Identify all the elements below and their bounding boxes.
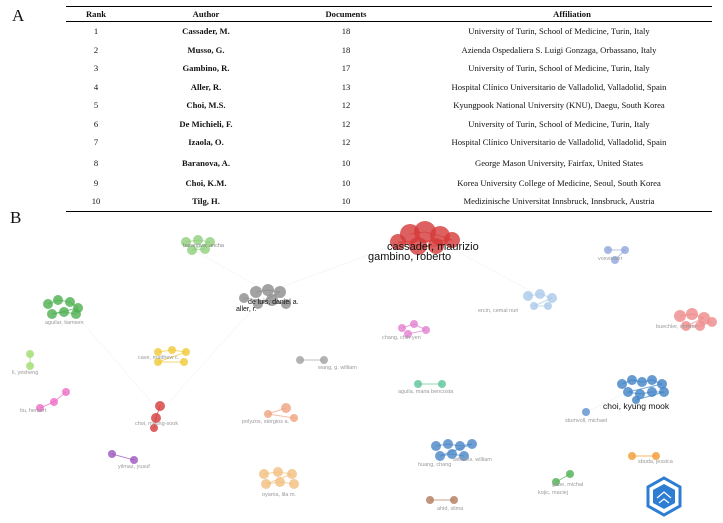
node-label: cave, matthew c. (138, 355, 180, 361)
author-node[interactable] (422, 326, 430, 334)
node-label: aguila, maria bencosta (398, 389, 454, 395)
cell-documents: 12 (341, 118, 351, 129)
author-node[interactable] (62, 388, 70, 396)
network-link (186, 246, 268, 292)
cluster-chang (382, 320, 430, 341)
cell-rank: 6 (93, 118, 99, 129)
cell-documents: 18 (341, 44, 351, 55)
vosviewer-logo-icon (648, 478, 680, 515)
cluster-huang (418, 439, 492, 468)
author-node[interactable] (130, 456, 138, 464)
cluster-baranova (181, 235, 225, 255)
table-row (66, 152, 712, 174)
node-label: williams, william (453, 457, 492, 463)
cell-affiliation: Medizinische Universitat Innsbruck, Innsbruck, Austria (463, 196, 655, 207)
author-node[interactable] (707, 317, 717, 327)
node-label: gambino, roberto (368, 251, 452, 263)
node-label: aller, r. (236, 306, 257, 313)
cell-affiliation: Hospital Clínico Universitario de Valladolid, Valladolid, Spain (451, 137, 667, 148)
node-label: huang, chang (418, 462, 452, 468)
author-node[interactable] (455, 441, 465, 451)
author-node[interactable] (289, 479, 299, 489)
author-node[interactable] (320, 356, 328, 364)
author-node[interactable] (155, 401, 165, 411)
author-node[interactable] (290, 414, 298, 422)
author-node[interactable] (180, 358, 188, 366)
cell-documents: 10 (341, 196, 351, 207)
author-node[interactable] (695, 321, 705, 331)
author-node[interactable] (26, 362, 34, 370)
author-node[interactable] (443, 439, 453, 449)
author-node[interactable] (296, 356, 304, 364)
author-node[interactable] (686, 308, 698, 320)
node-label: wang, g. william (318, 365, 357, 371)
author-node[interactable] (450, 496, 458, 504)
author-node[interactable] (182, 348, 190, 356)
author-node[interactable] (604, 246, 612, 254)
cell-author: Choi, K.M. (185, 177, 227, 188)
header-documents: Documents (286, 7, 406, 22)
author-node[interactable] (647, 375, 657, 385)
table-row (66, 78, 712, 97)
node-label: li, yesheng (12, 370, 39, 376)
author-node[interactable] (544, 302, 552, 310)
cell-affiliation: University of Turin, School of Medicine, Turin, Italy (468, 26, 650, 37)
author-node[interactable] (398, 324, 406, 332)
coauthorship-network (0, 216, 723, 523)
cell-author: Musso, G. (187, 44, 225, 55)
node-label: buechler, christa (656, 324, 697, 330)
author-node[interactable] (467, 439, 477, 449)
author-node[interactable] (414, 380, 422, 388)
author-node[interactable] (65, 297, 75, 307)
node-label: de luis, daniel a. (248, 299, 299, 306)
author-node[interactable] (435, 451, 445, 461)
cell-documents: 12 (341, 100, 351, 111)
cell-affiliation: Kyungpook National University (KNU), Daegu, South Korea (453, 100, 665, 111)
node-label: oyama, lila m. (262, 492, 296, 498)
node-label: cassader, maurizio (387, 241, 479, 253)
cluster-choi-myung-sook (135, 401, 178, 432)
cell-documents: 12 (341, 137, 351, 148)
cluster-yilmaz (108, 450, 150, 470)
node-label: yilmaz, yusuf (118, 464, 150, 470)
author-node[interactable] (623, 387, 633, 397)
author-node[interactable] (275, 477, 285, 487)
node-label: sbuda, jessica (638, 459, 673, 465)
author-node[interactable] (547, 293, 557, 303)
author-node[interactable] (26, 350, 34, 358)
cell-affiliation: Korea University College of Medicine, Seoul, South Korea (457, 177, 661, 188)
node-label: ahid, slima (437, 506, 464, 512)
cell-rank: 4 (93, 81, 99, 92)
author-node[interactable] (566, 470, 574, 478)
node-label: stumvoll, michael (565, 418, 608, 424)
header-author: Author (126, 7, 286, 22)
author-node[interactable] (431, 441, 441, 451)
panel-b-label: B (10, 208, 22, 227)
author-node[interactable] (281, 403, 291, 413)
cluster-de-luis (236, 284, 299, 313)
cell-rank: 5 (93, 100, 99, 111)
cluster-oyama (259, 467, 299, 498)
cell-rank: 1 (93, 26, 99, 37)
cluster-gabe (538, 470, 583, 496)
cell-rank: 10 (91, 196, 101, 207)
author-node[interactable] (582, 408, 590, 416)
cluster-buechler (656, 308, 717, 331)
node-label: choi, kyung mook (603, 401, 670, 411)
author-node[interactable] (47, 309, 57, 319)
cluster-ahid (426, 496, 464, 512)
cell-documents: 10 (341, 157, 351, 168)
panel-a-label: A (12, 6, 25, 25)
cell-rank: 3 (93, 63, 99, 74)
node-label: ercin, cemal nuri (478, 308, 519, 314)
cell-rank: 8 (93, 157, 99, 168)
author-node[interactable] (50, 398, 58, 406)
cell-author: Baranova, A. (182, 157, 230, 168)
author-node[interactable] (530, 302, 538, 310)
cell-documents: 10 (341, 177, 351, 188)
author-node[interactable] (273, 467, 283, 477)
cluster-wang (296, 356, 357, 371)
author-node[interactable] (523, 291, 533, 301)
author-node[interactable] (438, 380, 446, 388)
cell-affiliation: University of Turin, School of Medicine, Turin, Italy (468, 118, 650, 129)
cell-affiliation: Hospital Clínico Universitario de Valladolid, Valladolid, Spain (451, 81, 667, 92)
node-label: choi, myung-sook (135, 421, 179, 427)
network-links (70, 234, 640, 412)
author-node[interactable] (261, 479, 271, 489)
cluster-sbuda (628, 452, 674, 465)
cell-author: Tilg, H. (192, 196, 220, 207)
node-label: vosviewer (598, 256, 623, 262)
table-row (66, 133, 712, 152)
author-node[interactable] (617, 379, 627, 389)
author-node[interactable] (71, 309, 81, 319)
cell-affiliation: George Mason University, Fairfax, United States (474, 157, 644, 168)
author-node[interactable] (43, 299, 53, 309)
cluster-li-yesheng (12, 350, 38, 376)
author-node[interactable] (59, 307, 69, 317)
node-label: polyzos, stergios a. (242, 419, 290, 425)
author-node[interactable] (426, 496, 434, 504)
author-node[interactable] (628, 452, 636, 460)
cell-author: Izaola, O. (188, 137, 224, 148)
node-label: chang, chih-yen (382, 335, 421, 341)
author-node[interactable] (168, 346, 176, 354)
author-node[interactable] (659, 387, 669, 397)
cluster-polyzos (242, 403, 298, 425)
cell-rank: 2 (93, 44, 99, 55)
author-node[interactable] (53, 295, 63, 305)
cluster-cassader (368, 221, 479, 263)
cell-rank: 9 (93, 177, 99, 188)
cluster-aguila (398, 380, 454, 395)
cluster-choi-kyung-mook (603, 375, 670, 411)
table-row (66, 115, 712, 134)
table-row (66, 41, 712, 60)
node-label: gabe, michal (552, 482, 584, 488)
cell-author: De Michieli, F. (179, 118, 233, 129)
cluster-stumvoll (565, 408, 607, 424)
table-row (66, 22, 712, 41)
author-node[interactable] (264, 410, 272, 418)
cell-author: Aller, R. (190, 81, 222, 92)
cell-rank: 7 (93, 137, 99, 148)
cell-affiliation: University of Turin, School of Medicine, Turin, Italy (468, 63, 650, 74)
cluster-vosviewer (598, 246, 629, 264)
table-row (66, 96, 712, 115)
header-rank: Rank (66, 7, 126, 22)
cell-documents: 18 (341, 26, 351, 37)
author-node[interactable] (621, 246, 629, 254)
cell-author: Choi, M.S. (186, 100, 226, 111)
author-node[interactable] (637, 377, 647, 387)
node-label: baranova, ancha (183, 243, 224, 249)
header-affiliation: Affiliation (406, 7, 712, 22)
table-header-row (66, 7, 712, 22)
author-node[interactable] (108, 450, 116, 458)
cluster-cave (138, 346, 190, 366)
table-row (66, 192, 712, 211)
author-node[interactable] (674, 310, 686, 322)
table-row (66, 59, 712, 78)
cluster-ercin (478, 289, 557, 314)
author-node[interactable] (410, 320, 418, 328)
cell-documents: 13 (341, 81, 351, 92)
author-node[interactable] (535, 289, 545, 299)
top-authors-table (66, 6, 712, 212)
node-label: tiu, herbert (20, 408, 47, 414)
author-node[interactable] (627, 375, 637, 385)
author-node[interactable] (250, 286, 262, 298)
author-node[interactable] (287, 469, 297, 479)
cluster-aguilar (43, 295, 84, 326)
cell-author: Cassader, M. (182, 26, 230, 37)
node-label: kojic, maciej (538, 490, 568, 496)
cell-author: Gambino, R. (182, 63, 230, 74)
author-node[interactable] (647, 387, 657, 397)
author-node[interactable] (259, 469, 269, 479)
node-label: aguilar, tiamsen (45, 320, 84, 326)
cell-affiliation: Azienda Ospedaliera S. Luigi Gonzaga, Orbassano, Italy (461, 44, 657, 55)
cluster-tiu (20, 388, 70, 414)
cell-documents: 17 (341, 63, 351, 74)
table-row (66, 174, 712, 193)
